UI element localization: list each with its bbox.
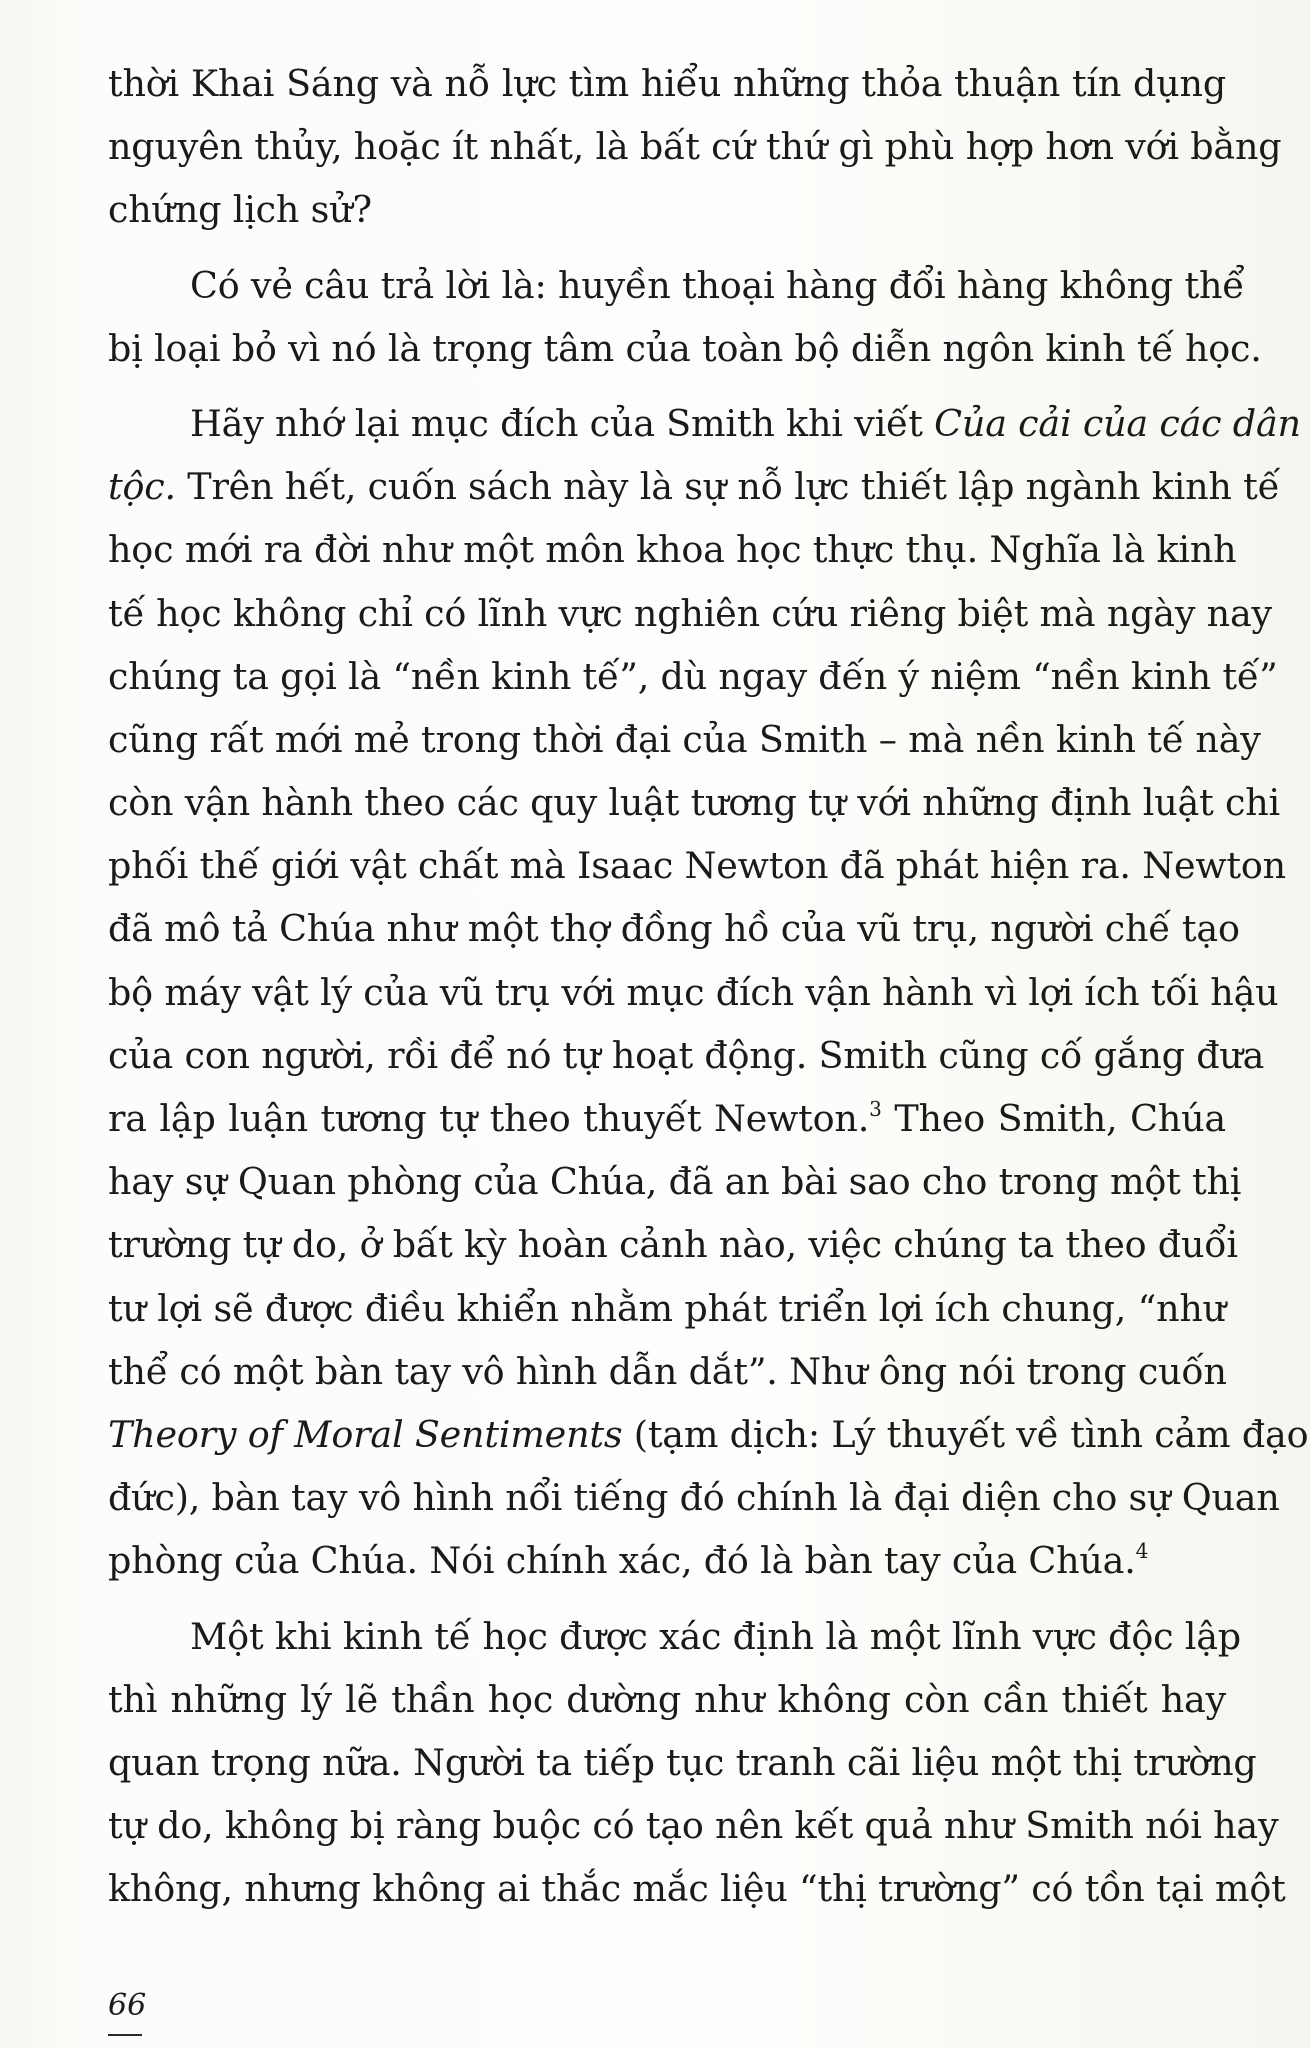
page-number-underline	[108, 2034, 142, 2036]
text-line: quan trọng nữa. Người ta tiếp tục tranh cãi liệu một thị trường	[108, 1740, 1257, 1784]
text-line: nguyên thủy, hoặc ít nhất, là bất cứ thứ gì phù hợp hơn với bằng	[108, 125, 1282, 169]
paragraph-1	[108, 52, 1282, 242]
text-line: hay sự Quan phòng của Chúa, đã an bài sao cho trong một thị	[108, 1160, 1242, 1204]
text-line: tư lợi sẽ được điều khiển nhằm phát triển lợi ích chung, “như	[108, 1286, 1226, 1330]
text-line: cũng rất mới mẻ trong thời đại của Smith – mà nền kinh tế này	[108, 717, 1261, 761]
text-line	[108, 1087, 1226, 1150]
paragraph-3	[108, 392, 1309, 1593]
text-line: trường tự do, ở bất kỳ hoàn cảnh nào, việc chúng ta theo đuổi	[108, 1223, 1238, 1267]
text-run: phòng của Chúa. Nói chính xác, đó là bàn tay của Chúa.	[108, 1539, 1136, 1583]
text-line: thời Khai Sáng và nỗ lực tìm hiểu những thỏa thuận tín dụng	[108, 62, 1226, 105]
footnote-marker-4[interactable]: 4	[1135, 1539, 1149, 1564]
text-line	[108, 1403, 1309, 1466]
body-text	[108, 52, 1309, 1920]
text-line: chứng lịch sử?	[108, 188, 372, 232]
text-line: đức), bàn tay vô hình nổi tiếng đó chính là đại diện cho sự Quan	[108, 1476, 1280, 1520]
book-title-en: Theory of Moral Sentiments	[108, 1412, 623, 1456]
text-line: chúng ta gọi là “nền kinh tế”, dù ngay đến ý niệm “nền kinh tế”	[108, 654, 1278, 698]
text-line: bị loại bỏ vì nó là trọng tâm của toàn bộ diễn ngôn kinh tế học.	[108, 326, 1262, 370]
text-line: tự do, không bị ràng buộc có tạo nên kết quả như Smith nói hay	[108, 1804, 1279, 1848]
text-run: Trên hết, cuốn sách này là sự nỗ lực thiết lập ngành kinh tế	[175, 465, 1280, 509]
text-line: tế học không chỉ có lĩnh vực nghiên cứu riêng biệt mà ngày nay	[108, 591, 1272, 635]
page-number: 66	[108, 1988, 147, 2023]
text-line: bộ máy vật lý của vũ trụ với mục đích vận hành vì lợi ích tối hậu	[108, 970, 1279, 1014]
text-line: không, nhưng không ai thắc mắc liệu “thị trường” có tồn tại một	[108, 1867, 1286, 1911]
footnote-marker-3[interactable]: 3	[869, 1096, 882, 1121]
text-line	[108, 455, 1280, 518]
text-line: Có vẻ câu trả lời là: huyền thoại hàng đổi hàng không thể	[190, 263, 1245, 307]
book-title-vi: Của cải của các dân	[934, 401, 1301, 445]
book-title-vi-end: tộc.	[108, 465, 176, 509]
text-line: còn vận hành theo các quy luật tương tự với những định luật chi	[108, 781, 1280, 825]
text-line: học mới ra đời như một môn khoa học thực thụ. Nghĩa là kinh	[108, 528, 1237, 572]
text-line: thể có một bàn tay vô hình dẫn dắt”. Như ông nói trong cuốn	[108, 1349, 1227, 1393]
text-line: phối thế giới vật chất mà Isaac Newton đã phát hiện ra. Newton	[108, 844, 1286, 888]
paragraph-4	[108, 1605, 1286, 1921]
text-line	[108, 392, 1301, 455]
text-line: thì những lý lẽ thần học dường như không còn cần thiết hay	[108, 1677, 1226, 1721]
text-line	[108, 1529, 1226, 1592]
text-run: Hãy nhớ lại mục đích của Smith khi viết	[190, 401, 935, 445]
text-line: Một khi kinh tế học được xác định là một lĩnh vực độc lập	[190, 1614, 1241, 1658]
text-run: Theo Smith, Chúa	[881, 1097, 1226, 1140]
text-run: ra lập luận tương tự theo thuyết Newton.	[108, 1097, 870, 1140]
paragraph-2	[108, 254, 1262, 380]
text-line: của con người, rồi để nó tự hoạt động. Smith cũng cố gắng đưa	[108, 1033, 1265, 1077]
text-line: đã mô tả Chúa như một thợ đồng hồ của vũ trụ, người chế tạo	[108, 907, 1240, 951]
text-run: (tạm dịch: Lý thuyết về tình cảm đạo	[622, 1412, 1309, 1456]
